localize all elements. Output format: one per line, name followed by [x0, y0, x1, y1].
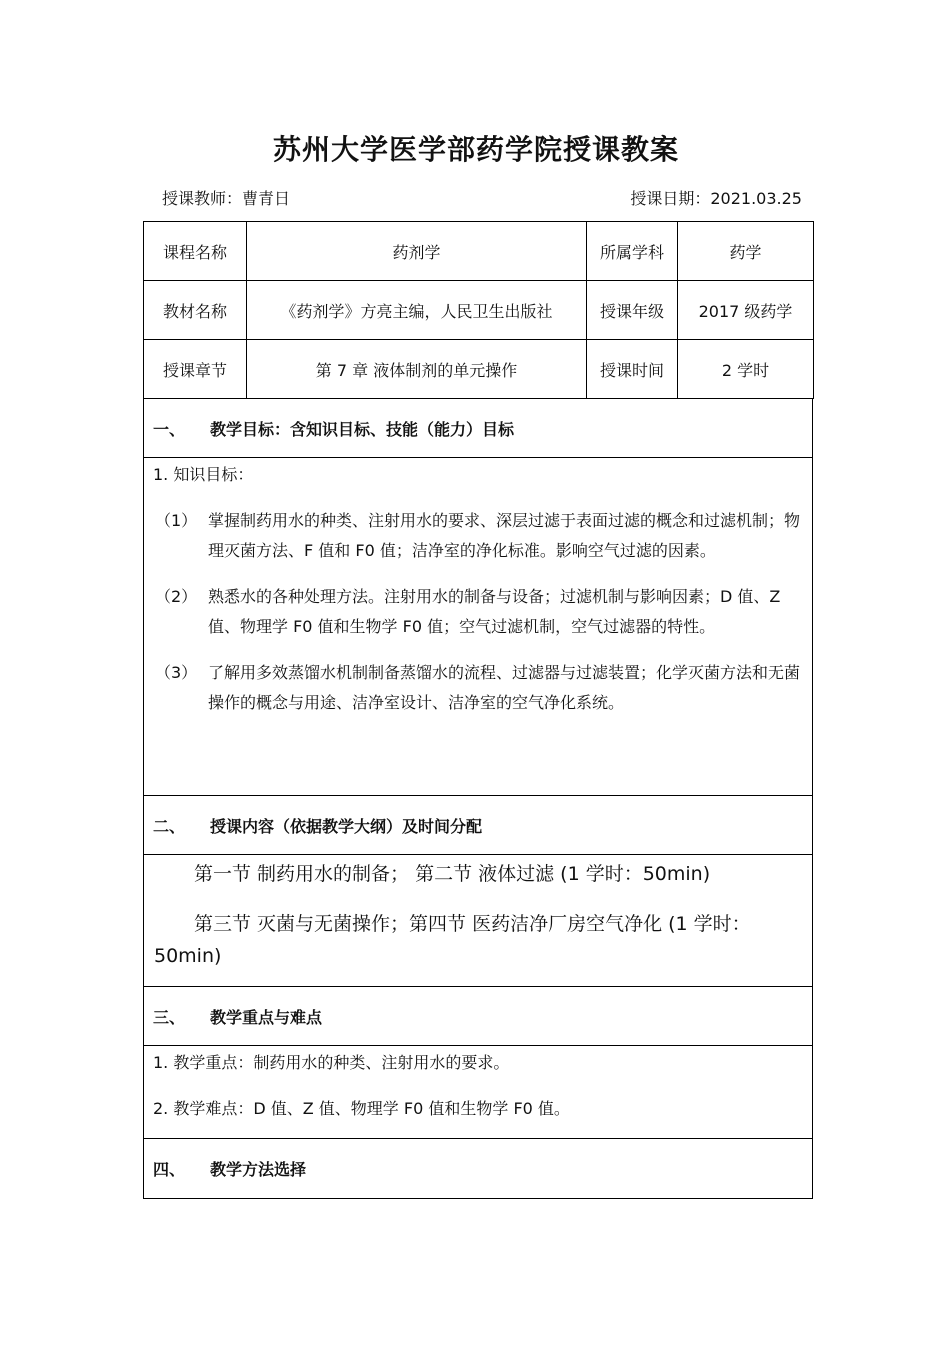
- list-item: [144, 582, 812, 642]
- difficulty-line: 2. 教学难点：D 值、Z 值、物理学 F0 值和生物学 F0 值。: [153, 1099, 570, 1118]
- key-point-line: 1. 教学重点：制药用水的种类、注射用水的要求。: [153, 1053, 510, 1072]
- item-text: 了解用多效蒸馏水机制制备蒸馏水的流程、过滤器与过滤装置；化学灭菌方法和无菌操作的概念与用途、洁净室设计、洁净室的空气净化系统。: [208, 663, 801, 712]
- teacher-label: 授课教师：曹青日: [162, 189, 291, 208]
- chapter-label: 授课章节: [144, 340, 247, 399]
- section-4-header: [143, 1139, 813, 1199]
- item-number: （1）: [155, 511, 198, 530]
- duration-label: 授课时间: [587, 340, 678, 399]
- section-title: 授课内容（依据教学大纲）及时间分配: [210, 816, 483, 836]
- item-text: 熟悉水的各种处理方法。注射用水的制备与设备；过滤机制与影响因素；D 值、Z 值、物理学 F0 值和生物学 F0 值；空气过滤机制，空气过滤器的特性。: [208, 587, 781, 636]
- list-item: [144, 658, 812, 718]
- document-title: 苏州大学医学部药学院授课教案: [272, 133, 679, 166]
- grade-label: 授课年级: [587, 281, 678, 340]
- item-number: （3）: [155, 663, 198, 682]
- lesson-plan-form: [143, 221, 813, 1199]
- section-3-body: [143, 1046, 813, 1139]
- item-text: 掌握制药用水的种类、注射用水的要求、深层过滤于表面过滤的概念和过滤机制；物理灭菌方法、F 值和 F0 值；洁净室的净化标准。影响空气过滤的因素。: [208, 511, 801, 560]
- list-item: [144, 506, 812, 566]
- textbook-label: 教材名称: [144, 281, 247, 340]
- duration-value: 2 学时: [678, 340, 814, 399]
- course-name-label: 课程名称: [144, 222, 247, 281]
- section-number: 三、: [153, 1007, 186, 1027]
- section-title: 教学方法选择: [210, 1160, 307, 1179]
- section-2-body: [143, 855, 813, 987]
- table-row: [144, 281, 814, 340]
- section-2-header: [143, 796, 813, 855]
- section-number: 一、: [153, 419, 186, 439]
- subject-label: 所属学科: [587, 222, 678, 281]
- date-label: 授课日期：2021.03.25: [630, 189, 802, 208]
- section-1-body: [143, 458, 813, 796]
- table-row: [144, 222, 814, 281]
- textbook-value: 《药剂学》方亮主编，人民卫生出版社: [247, 281, 587, 340]
- section-title: 教学重点与难点: [210, 1007, 323, 1027]
- grade-value: 2017 级药学: [678, 281, 814, 340]
- subject-value: 药学: [678, 222, 814, 281]
- item-number: （2）: [155, 587, 198, 606]
- course-name-value: 药剂学: [247, 222, 587, 281]
- chapter-value: 第 7 章 液体制剂的单元操作: [247, 340, 587, 399]
- content-line: 第三节 灭菌与无菌操作；第四节 医药洁净厂房空气净化 (1 学时：50min): [154, 913, 751, 967]
- course-info-table: [143, 221, 814, 399]
- knowledge-goal-heading: 1. 知识目标：: [153, 465, 254, 484]
- section-number: 四、: [153, 1160, 186, 1179]
- content-line: 第一节 制药用水的制备； 第二节 液体过滤 (1 学时：50min): [194, 863, 711, 885]
- section-number: 二、: [153, 816, 186, 836]
- section-title: 教学目标：含知识目标、技能（能力）目标: [210, 419, 515, 439]
- table-row: [144, 340, 814, 399]
- section-3-header: [143, 987, 813, 1046]
- section-1-header: [143, 399, 813, 458]
